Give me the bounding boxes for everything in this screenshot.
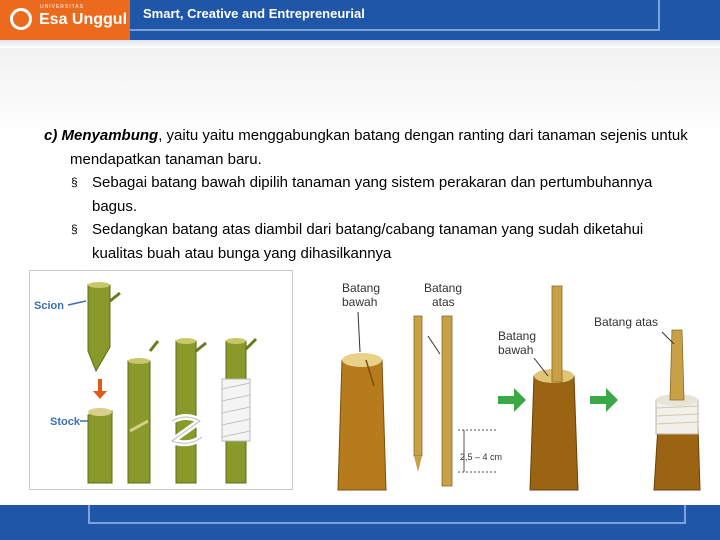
measure-indicator	[458, 430, 502, 472]
footer-divider-right	[684, 505, 686, 524]
header-divider	[130, 29, 660, 31]
grafting-step-joined	[128, 341, 158, 483]
label-batang-bawah-1a: Batang	[342, 281, 381, 295]
grafting-step-tied	[172, 338, 206, 483]
footer-divider	[88, 522, 686, 524]
label-batang-atas-2: Batang atas	[594, 315, 659, 329]
cleft-grafting-illustration	[328, 276, 706, 498]
university-logo	[0, 0, 130, 40]
bullet-item	[44, 171, 694, 218]
bullet-text: Sebagai batang bawah dipilih tanaman yang sistem perakaran dan pertumbuhannya bagus.	[92, 174, 653, 215]
label-batang-atas-1a: Batang	[424, 281, 463, 295]
grafting-steps-illustration	[30, 271, 292, 489]
intro-paragraph	[44, 124, 694, 171]
logo-small-text: UNIVERSITAS	[40, 4, 84, 10]
label-batang-bawah-1b: bawah	[342, 295, 378, 309]
scion-stem	[88, 282, 120, 371]
logo-name: Esa Unggul	[39, 11, 128, 28]
label-scion: Scion	[34, 300, 64, 312]
label-stock: Stock	[50, 416, 80, 428]
heading-text: c) Menyambung	[44, 127, 159, 144]
wrapped-graft	[654, 330, 700, 490]
label-batang-bawah-2a: Batang	[498, 329, 537, 343]
cleft-grafting-figure	[328, 276, 706, 498]
logo-emblem-icon	[10, 8, 32, 30]
grafting-steps-figure	[29, 270, 293, 490]
bullet-square-icon: §	[71, 222, 78, 236]
pointer-line	[428, 336, 440, 354]
header-shadow	[0, 40, 720, 48]
intro-text: , yaitu yaitu menggabungkan batang dengan ranting dari tanaman sejenis untuk mendapatkan tanaman baru.	[70, 127, 688, 168]
pointer-line	[358, 312, 360, 352]
label-batang-atas-1b: atas	[432, 295, 455, 309]
scion-sticks	[414, 316, 452, 486]
label-batang-bawah-2b: bawah	[498, 343, 534, 357]
rootstock-with-scion	[530, 286, 578, 490]
bullet-square-icon: §	[71, 175, 78, 189]
bullet-item	[44, 218, 694, 265]
grafting-step-wrapped	[222, 338, 256, 483]
right-arrow-icon	[498, 388, 526, 412]
rootstock-split	[338, 312, 386, 490]
header-bar	[0, 0, 720, 40]
measure-label: 2,5 – 4 cm	[460, 452, 503, 462]
tagline: Smart, Creative and Entrepreneurial	[143, 6, 365, 21]
stock-stem	[88, 408, 112, 483]
bullet-text: Sedangkan batang atas diambil dari batang/cabang tanaman yang sudah diketahui kualitas buah atau bunga yang dihasilkannya	[92, 221, 644, 262]
scion-pointer-line	[68, 301, 86, 305]
right-arrow-icon	[590, 388, 618, 412]
slide-content	[44, 124, 694, 265]
header-divider-vertical	[658, 0, 660, 31]
footer-divider-left	[88, 505, 90, 524]
down-arrow-icon	[93, 379, 107, 399]
